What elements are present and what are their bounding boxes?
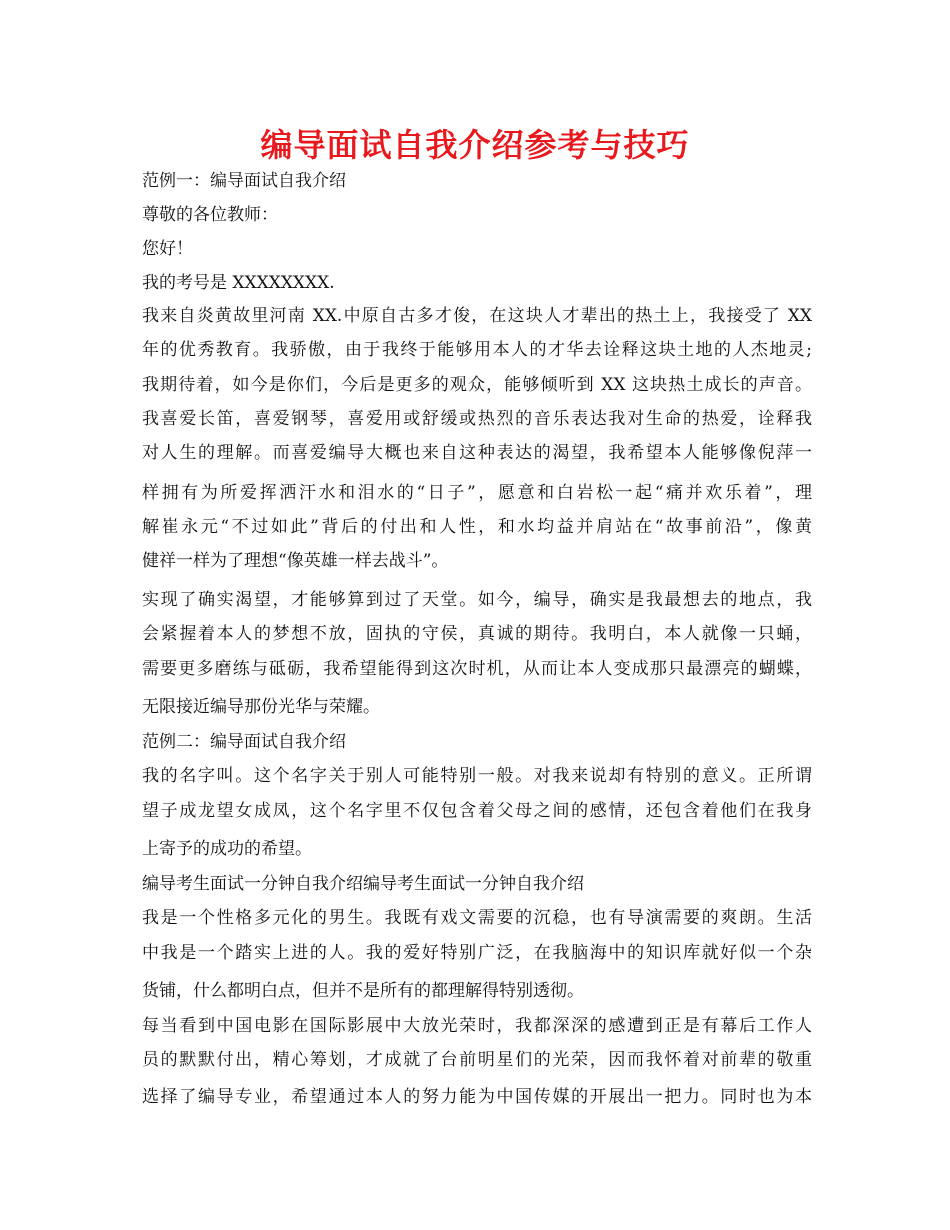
text-line: 年的优秀教育。我骄傲，由于我终于能够用本人的才华去诠释这块土地的人杰地灵; [142, 340, 812, 360]
text-line: 无限接近编导那份光华与荣耀。 [142, 697, 380, 717]
text-line: 我喜爱长笛，喜爱钢琴，喜爱用或舒缓或热烈的音乐表达我对生命的热爱，诠释我 [142, 409, 812, 429]
text-line: 我是一个性格多元化的男生。我既有戏文需要的沉稳，也有导演需要的爽朗。生活 [142, 908, 812, 928]
text-line: 对人生的理解。而喜爱编导大概也来自这种表达的渴望，我希望本人能够像倪萍一 [142, 443, 812, 463]
text-line: 我的名字叫。这个名字关于别人可能特别一般。对我来说却有特别的意义。正所谓 [142, 766, 812, 786]
text-line: 望子成龙望女成凤，这个名字里不仅包含着父母之间的感情，还包含着他们在我身 [142, 801, 812, 821]
text-line: 我期待着，如今是你们，今后是更多的观众，能够倾听到 XX 这块热土成长的声音。 [142, 375, 812, 395]
text-line: 货铺，什么都明白点，但并不是所有的都理解得特别透彻。 [142, 981, 584, 1001]
text-line: 需要更多磨练与砥砺，我希望能得到这次时机，从而让本人变成那只最漂亮的蝴蝶， [142, 659, 812, 679]
text-line: 我来自炎黄故里河南 XX.中原自古多才俊，在这块人才辈出的热土上，我接受了 XX [142, 306, 812, 326]
text-line: 健祥一样为了理想“像英雄一样去战斗”。 [142, 551, 449, 571]
text-line: 会紧握着本人的梦想不放，固执的守侯，真诚的期待。我明白，本人就像一只蛹， [142, 624, 812, 644]
text-line: 中我是一个踏实上进的人。我的爱好特别广泛，在我脑海中的知识库就好似一个杂 [142, 943, 812, 963]
text-line: 上寄予的成功的希望。 [142, 839, 312, 859]
text-line: 我的考号是 XXXXXXXX. [142, 273, 335, 293]
section-heading-example-1: 范例一：编导面试自我介绍 [142, 171, 346, 191]
text-line: 样拥有为所爱挥洒汗水和泪水的“日子”，愿意和白岩松一起“痛并欢乐着”，理 [142, 483, 812, 503]
document-title: 编导面试自我介绍参考与技巧 [260, 126, 690, 164]
text-line: 实现了确实渴望，才能够算到过了天堂。如今，编导，确实是我最想去的地点，我 [142, 590, 812, 610]
text-line: 解崔永元“不过如此”背后的付出和人性，和水均益并肩站在“故事前沿”，像黄 [142, 517, 812, 537]
text-line: 尊敬的各位教师： [142, 205, 278, 225]
text-line: 您好！ [142, 239, 193, 259]
section-heading-one-minute: 编导考生面试一分钟自我介绍编导考生面试一分钟自我介绍 [142, 874, 584, 894]
text-line: 选择了编导专业，希望通过本人的努力能为中国传媒的开展出一把力。同时也为本 [142, 1087, 812, 1107]
section-heading-example-2: 范例二：编导面试自我介绍 [142, 732, 346, 752]
text-line: 员的默默付出，精心筹划，才成就了台前明星们的光荣，因而我怀着对前辈的敬重 [142, 1050, 812, 1070]
text-line: 每当看到中国电影在国际影展中大放光荣时，我都深深的感遭到正是有幕后工作人 [142, 1016, 812, 1036]
